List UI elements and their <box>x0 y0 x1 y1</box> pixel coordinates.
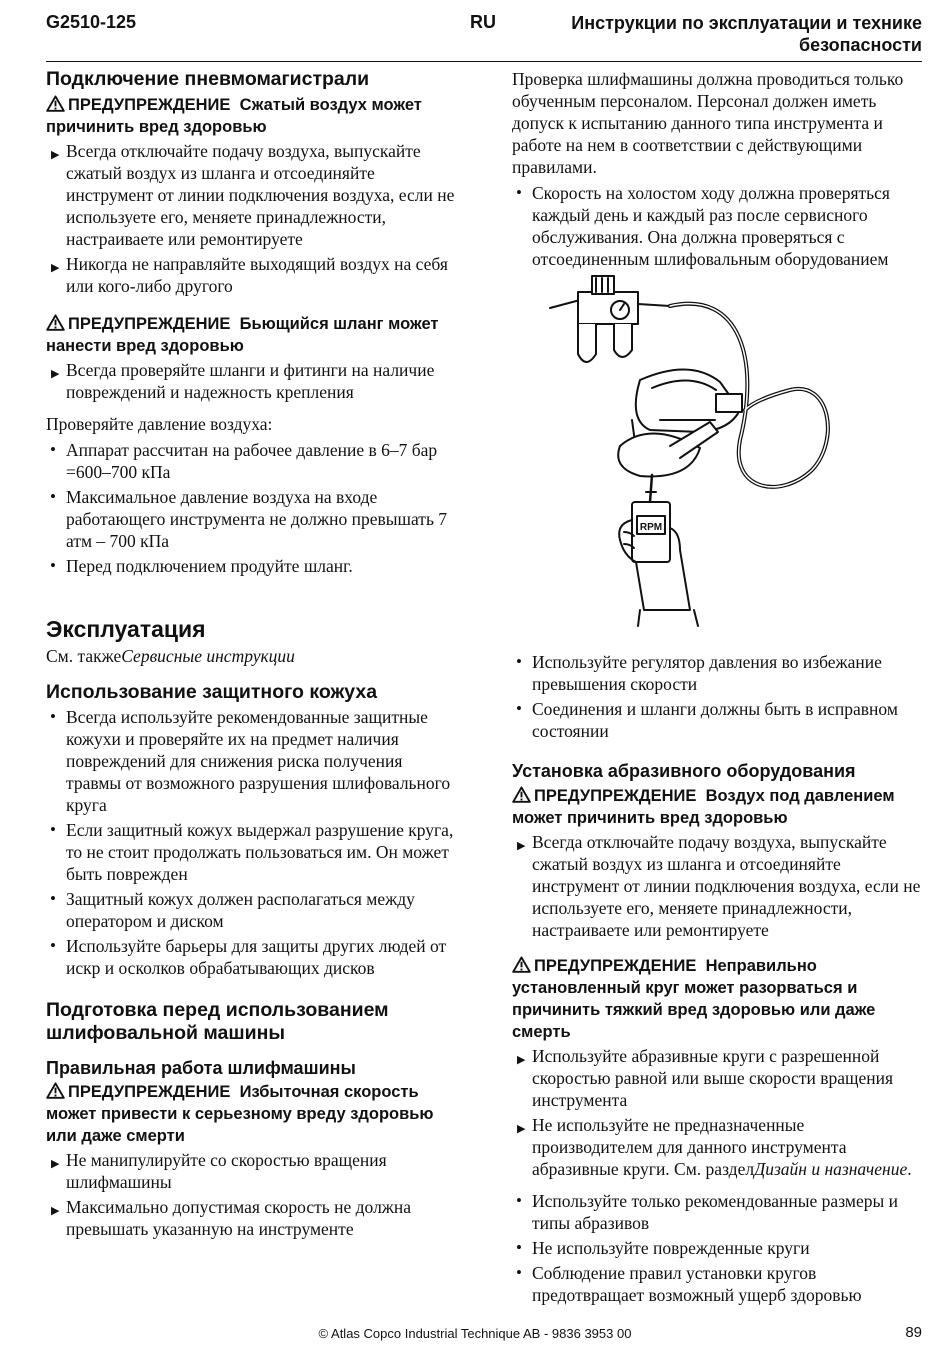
list-item: • Используйте регулятор давления во избежание превышения скорости <box>516 652 882 694</box>
warning-wheel <box>512 955 924 1043</box>
warning-keyword: ПРЕДУПРЕЖДЕНИЕ <box>534 787 697 805</box>
right-column <box>512 66 924 1309</box>
check-paragraph: Проверка шлифмашины должна проводиться только обученным персоналом. Персонал должен иметь допуск к испытанию данного типа инструмента и работе на нем в соответствии с действующими правилами. <box>512 69 904 177</box>
warning-list <box>512 1045 924 1180</box>
list-item: • Используйте только рекомендованные размеры и типы абразивов <box>516 1191 898 1233</box>
warning-list <box>46 1149 458 1240</box>
warning-keyword: ПРЕДУПРЕЖДЕНИЕ <box>534 957 697 975</box>
list-item: • Если защитный кожух выдержал разрушение круга, то не стоит продолжать пользоваться им. Он может быть поврежден <box>50 820 454 884</box>
list-item: • Скорость на холостом ходу должна проверяться каждый день и каждый раз после сервисного обслуживания. Она должна проверяться с отсоединенным шлифовальным оборудованием <box>516 183 890 269</box>
footer-copyright: © Atlas Copco Industrial Technique AB - 9836 3953 00 <box>318 1326 632 1341</box>
list-item: ▶ Не используйте не предназначенные производителем для данного инструмента абразивные круги. См. разделДизайн и назначение. <box>517 1115 912 1179</box>
list-item: ▶ Максимально допустимая скорость не должна превышать указанную на инструменте <box>51 1197 412 1239</box>
pressure-list <box>46 439 458 577</box>
warning-text: Воздух под давлением может причинить вред здоровью <box>512 787 895 827</box>
warning-list <box>46 359 458 403</box>
list-item: ▶ Никогда не направляйте выходящий воздух на себя или кого-либо другого <box>51 254 448 296</box>
doc-title: Инструкции по эксплуатации и технике безопасности <box>571 13 922 55</box>
list-item: ▶ Всегда отключайте подачу воздуха, выпускайте сжатый воздух из шланга и отсоединяйте инструмент от линии подключения воздуха, если не используете его, меняете принадлежности, настраиваете или ремонтируете <box>517 832 921 940</box>
list-item: • Соблюдение правил установки кругов предотвращает возможный ущерб здоровью <box>516 1263 862 1305</box>
warning-keyword: ПРЕДУПРЕЖДЕНИЕ <box>68 1083 231 1101</box>
grinder-inlet <box>716 394 742 412</box>
warning-text: Бьющийся шланг может нанести вред здоровью <box>46 315 439 355</box>
warning-list <box>46 140 458 297</box>
heading-abrasive: Установка абразивного оборудования <box>512 761 856 781</box>
sleeve <box>638 610 698 626</box>
page-number: 89 <box>905 1324 922 1341</box>
rpm-label: RPM <box>639 522 663 533</box>
list-item: ▶ Используйте абразивные круги с разрешенной скоростью равной или выше скорости вращения инструмента <box>517 1046 894 1110</box>
list-item: ▶ Не манипулируйте со скоростью вращения шлифмашины <box>51 1150 387 1192</box>
warning-triangle-icon <box>46 314 65 331</box>
list-item: • Перед подключением продуйте шланг. <box>50 556 353 576</box>
language-code: RU <box>470 12 496 32</box>
grinder-rpm-check-illustration <box>540 270 840 630</box>
section-ref: Дизайн и назначение <box>754 1159 908 1179</box>
outlet-pipe <box>638 304 670 306</box>
warning-list <box>512 831 924 941</box>
warning-keyword: ПРЕДУПРЕЖДЕНИЕ <box>68 96 231 114</box>
pressure-intro: Проверяйте давление воздуха: <box>46 414 273 434</box>
list-item: • Защитный кожух должен располагаться между оператором и диском <box>50 889 415 931</box>
guard-list <box>46 706 458 979</box>
warning-air-pressure <box>512 785 924 829</box>
warning-text: Сжатый воздух может причинить вред здоровью <box>46 96 422 136</box>
heading-guard: Использование защитного кожуха <box>46 681 378 703</box>
list-item: • Всегда используйте рекомендованные защитные кожухи и проверяйте их на предмет наличия повреждений для снижения риска получения травмы от возможного разрушения шлифовального круга <box>50 707 451 815</box>
doc-id: G2510-125 <box>46 12 137 32</box>
warning-triangle-icon <box>512 956 531 973</box>
warning-keyword: ПРЕДУПРЕЖДЕНИЕ <box>68 315 231 333</box>
warning-triangle-icon <box>512 786 531 803</box>
header-rule <box>46 61 922 62</box>
warning-overspeed <box>46 1081 458 1147</box>
spindle <box>650 475 652 502</box>
list-item: • Максимальное давление воздуха на входе работающего инструмента не должно превышать 7 атм – 700 кПа <box>50 487 448 551</box>
heading-pneumo: Подключение пневмомагистрали <box>46 68 370 90</box>
list-item: • Используйте барьеры для защиты других людей от искр и осколков обрабатывающих дисков <box>50 936 447 978</box>
warning-compressed-air <box>46 94 458 138</box>
see-also: См. такжеСервисные инструкции <box>46 646 295 666</box>
list-item: ▶ Всегда отключайте подачу воздуха, выпускайте сжатый воздух из шланга и отсоединяйте инструмент от линии подключения воздуха, если не используете его, меняете принадлежности, настраиваете или ремонтируете <box>51 141 455 249</box>
air-inlet-pipe <box>550 300 580 308</box>
heading-operation: Эксплуатация <box>46 616 206 642</box>
list-item: ▶ Всегда проверяйте шланги и фитинги на наличие повреждений и надежность крепления <box>51 360 435 402</box>
warning-triangle-icon <box>46 95 65 112</box>
filter-bowl <box>578 324 596 362</box>
heading-prep: Подготовка перед использованием шлифовальной машины <box>46 999 389 1044</box>
heading-correct-work: Правильная работа шлифмашины <box>46 1058 356 1078</box>
list-item: • Не используйте поврежденные круги <box>516 1238 810 1258</box>
warning-text: Избыточная скорость может привести к серьезному вреду здоровью или даже смерти <box>46 1083 434 1145</box>
see-also-ref: Сервисные инструкции <box>121 646 295 666</box>
warning-hose <box>46 313 458 357</box>
check-list <box>512 182 924 270</box>
left-column <box>46 66 458 1243</box>
warning-triangle-icon <box>46 1082 65 1099</box>
list-item: • Аппарат рассчитан на рабочее давление в 6–7 бар =600–700 кПа <box>50 440 438 482</box>
final-list <box>512 1190 924 1306</box>
list-item: • Соединения и шланги должны быть в исправном состоянии <box>516 699 898 741</box>
after-illustration-list <box>512 651 924 742</box>
lubricator-bowl <box>614 324 632 357</box>
warning-text: Неправильно установленный круг может разорваться и причинить тяжкий вред здоровью или даже смерть <box>512 957 876 1041</box>
